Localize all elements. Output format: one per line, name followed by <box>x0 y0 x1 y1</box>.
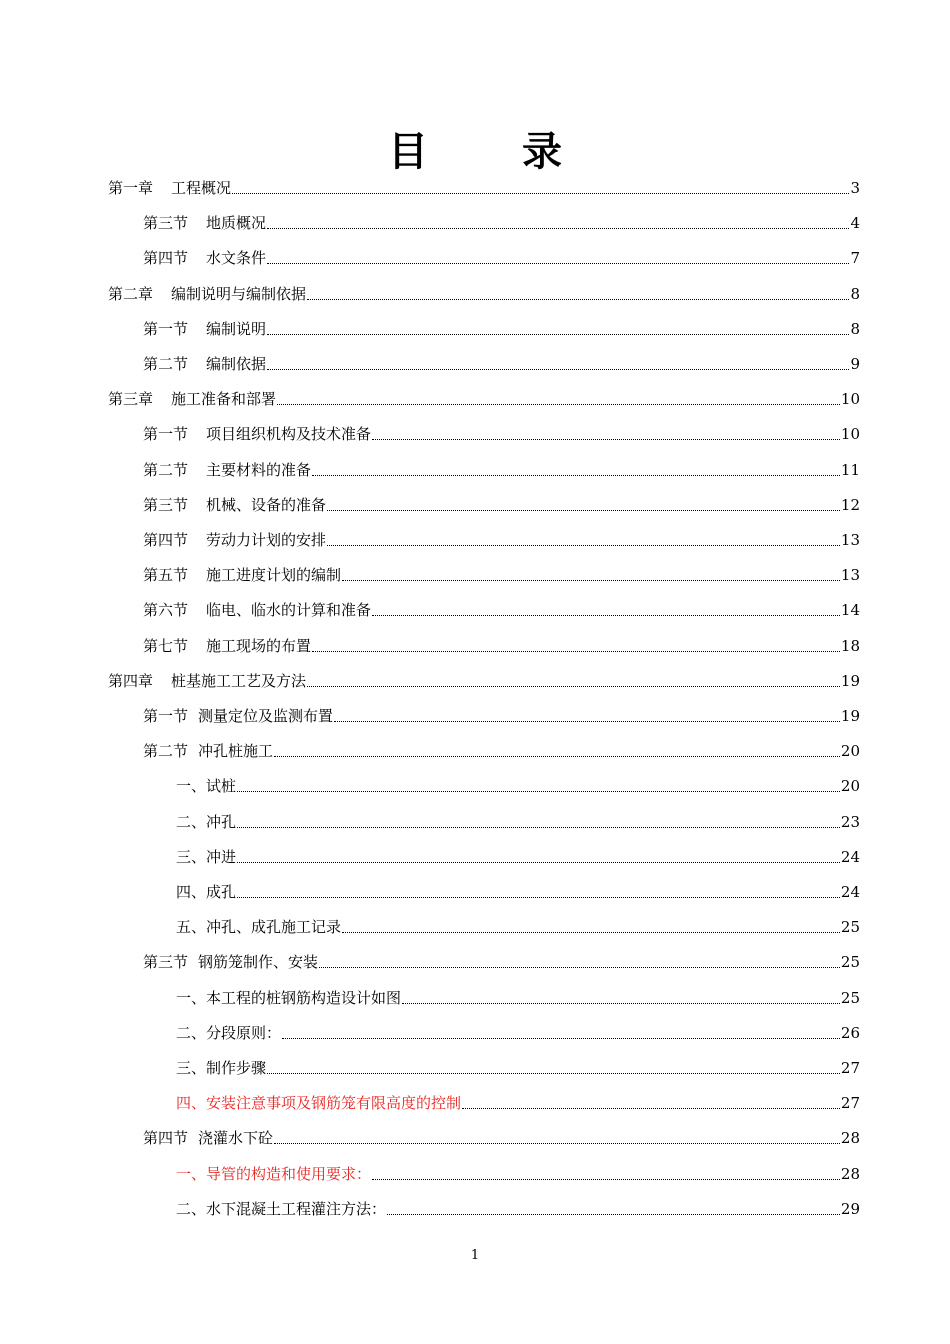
toc-page-number: 27 <box>840 1094 860 1113</box>
toc-page-number: 11 <box>840 460 860 479</box>
toc-entry-text: 五、冲孔、成孔施工记录 <box>176 918 342 937</box>
toc-dot-leader <box>282 1038 840 1039</box>
toc-entry-text: 水文条件 <box>206 249 267 268</box>
toc-dot-leader <box>267 1073 840 1074</box>
toc-page-number: 25 <box>840 918 860 937</box>
toc-entry-number: 第二节 <box>143 742 189 761</box>
toc-entry[interactable] <box>143 706 860 726</box>
toc-entry-number: 第二章 <box>108 284 154 303</box>
toc-dot-leader <box>387 1214 840 1215</box>
toc-entry-title <box>176 988 401 1008</box>
toc-dot-leader <box>342 932 840 933</box>
toc-entry-title <box>176 1093 461 1113</box>
toc-dot-leader <box>312 475 840 476</box>
toc-dot-leader <box>267 369 849 370</box>
toc-page-number: 12 <box>840 495 860 514</box>
toc-entry[interactable] <box>143 565 860 585</box>
toc-entry-text: 二、水下混凝土工程灌注方法： <box>176 1199 387 1218</box>
page-number: 1 <box>470 1248 480 1263</box>
toc-entry[interactable] <box>143 319 860 339</box>
toc-entry-title <box>143 213 266 233</box>
toc-page-number: 14 <box>840 601 860 620</box>
toc-entry[interactable] <box>176 1164 860 1184</box>
toc-page-number: 25 <box>840 988 860 1007</box>
toc-dot-leader <box>462 1108 840 1109</box>
toc-page-number: 20 <box>840 742 860 761</box>
toc-entry-title <box>143 319 266 339</box>
toc-dot-leader <box>237 862 840 863</box>
toc-entry[interactable] <box>108 671 860 691</box>
toc-entry-number: 第四节 <box>143 531 189 549</box>
toc-entry-text: 浇灌水下砼 <box>198 1129 274 1148</box>
toc-entry-title <box>176 882 236 902</box>
toc-page-number: 13 <box>840 566 860 585</box>
toc-entry-text: 施工现场的布置 <box>206 636 312 655</box>
toc-entry[interactable] <box>176 988 860 1008</box>
toc-entry-text: 冲孔桩施工 <box>198 742 274 761</box>
toc-entry-title <box>108 178 231 198</box>
toc-entry-number: 第一节 <box>143 707 189 725</box>
toc-page-number: 27 <box>840 1059 860 1077</box>
toc-entry-text: 编制说明与编制依据 <box>171 284 307 303</box>
toc-entry-title <box>176 847 236 867</box>
toc-page-number: 9 <box>850 355 860 373</box>
toc-page-number: 20 <box>840 777 860 796</box>
toc-entry-number: 第三节 <box>143 214 189 233</box>
toc-entry[interactable] <box>143 354 860 374</box>
toc-dot-leader <box>237 827 840 828</box>
toc-entry[interactable] <box>176 1093 860 1113</box>
toc-entry-title <box>143 530 326 550</box>
toc-dot-leader <box>267 263 849 264</box>
toc-dot-leader <box>232 193 849 194</box>
toc-entry-number: 第四节 <box>143 249 189 268</box>
toc-entry[interactable] <box>143 460 860 480</box>
toc-entry-title <box>143 1128 273 1148</box>
toc-page-number: 7 <box>850 249 860 268</box>
toc-entry-title <box>143 248 266 268</box>
toc-entry-title <box>176 1164 371 1184</box>
toc-entry[interactable] <box>176 882 860 902</box>
toc-dot-leader <box>307 299 849 300</box>
toc-entry[interactable] <box>143 600 860 620</box>
toc-page-number: 10 <box>840 390 860 409</box>
toc-dot-leader <box>372 439 840 440</box>
toc-entry-text: 施工进度计划的编制 <box>206 566 342 585</box>
toc-dot-leader <box>277 404 840 405</box>
toc-entry-text: 三、制作步骤 <box>176 1059 267 1077</box>
toc-entry-text: 钢筋笼制作、安装 <box>198 953 319 972</box>
toc-page-number: 8 <box>850 284 860 303</box>
toc-page-number: 3 <box>850 179 860 197</box>
toc-entry-title <box>176 917 341 937</box>
toc-entry-number: 第三节 <box>143 495 189 514</box>
toc-entry[interactable] <box>143 424 860 444</box>
toc-dot-leader <box>307 686 840 687</box>
toc-entry-title <box>143 565 341 585</box>
toc-entry-text: 二、分段原则： <box>176 1023 282 1042</box>
toc-dot-leader <box>237 791 840 792</box>
toc-dot-leader <box>312 651 840 652</box>
toc-dot-leader <box>327 510 840 511</box>
toc-entry-text: 编制说明 <box>206 319 267 338</box>
toc-page-number: 25 <box>840 953 860 972</box>
toc-entry-number: 第二节 <box>143 460 189 479</box>
toc-entry[interactable] <box>143 248 860 268</box>
toc-entry-text: 劳动力计划的安排 <box>206 531 327 549</box>
toc-page-number: 13 <box>840 531 860 549</box>
toc-entry-text: 四、成孔 <box>176 883 237 901</box>
toc-entry-text: 一、本工程的桩钢筋构造设计如图 <box>176 988 402 1007</box>
toc-entry-text: 主要材料的准备 <box>206 460 312 479</box>
toc-dot-leader <box>319 967 840 968</box>
toc-dot-leader <box>372 615 840 616</box>
toc-entry-text: 一、试桩 <box>176 777 237 796</box>
toc-page-number: 26 <box>840 1023 860 1042</box>
toc-page-number: 24 <box>840 883 860 901</box>
toc-entry-title <box>176 1058 266 1078</box>
toc-entry-text: 施工准备和部署 <box>171 390 277 409</box>
toc-entry-title <box>143 600 371 620</box>
toc-entry-title <box>108 671 306 691</box>
toc-entry-number: 第四节 <box>143 1129 189 1148</box>
toc-entry-text: 机械、设备的准备 <box>206 495 327 514</box>
toc-entry[interactable] <box>176 812 860 832</box>
toc-entry[interactable] <box>143 530 860 550</box>
toc-entry[interactable] <box>176 1058 860 1078</box>
toc-entry[interactable] <box>176 776 860 796</box>
toc-entry-title <box>176 1199 386 1219</box>
toc-entry-title <box>143 706 333 726</box>
toc-entry-number: 第七节 <box>143 636 189 655</box>
toc-dot-leader <box>274 1143 840 1144</box>
toc-entry-text: 三、冲进 <box>176 847 237 866</box>
toc-entry-title <box>176 812 236 832</box>
toc-entry-title <box>143 460 311 480</box>
toc-page-number: 23 <box>840 812 860 831</box>
toc-entry[interactable] <box>108 389 860 409</box>
toc-page-number: 4 <box>850 214 860 233</box>
toc-page-number: 28 <box>840 1129 860 1148</box>
toc-page-number: 28 <box>840 1164 860 1183</box>
toc-dot-leader <box>334 721 840 722</box>
toc-entry[interactable] <box>108 178 860 198</box>
toc-entry-number: 第三节 <box>143 953 189 972</box>
toc-entry-number: 第二节 <box>143 355 189 373</box>
toc-entry[interactable] <box>108 284 860 304</box>
toc-entry-title <box>143 424 371 444</box>
toc-page-number: 18 <box>840 636 860 655</box>
toc-entry-text: 项目组织机构及技术准备 <box>206 425 372 444</box>
toc-page-number: 24 <box>840 847 860 866</box>
toc-entry-text: 桩基施工工艺及方法 <box>171 671 307 690</box>
toc-entry-text: 工程概况 <box>171 179 232 197</box>
toc-page-number: 29 <box>840 1199 860 1218</box>
toc-entry-text: 一、导管的构造和使用要求： <box>176 1164 372 1183</box>
toc-entry-title <box>143 354 266 374</box>
toc-entry[interactable] <box>176 917 860 937</box>
toc-entry-text: 地质概况 <box>206 214 267 233</box>
toc-dot-leader <box>342 580 840 581</box>
toc-entry-text: 临电、临水的计算和准备 <box>206 601 372 620</box>
toc-entry[interactable] <box>176 1023 860 1043</box>
toc-entry-number: 第一章 <box>108 179 154 197</box>
toc-entry-title <box>143 495 326 515</box>
toc-entry[interactable] <box>176 847 860 867</box>
toc-entry-title <box>176 1023 281 1043</box>
toc-dot-leader <box>372 1179 840 1180</box>
toc-entry-title <box>143 636 311 656</box>
toc-entry-title <box>143 952 318 972</box>
toc-entry-text: 测量定位及监测布置 <box>198 707 334 725</box>
toc-page-number: 8 <box>850 319 860 338</box>
toc-dot-leader <box>267 334 849 335</box>
toc-entry[interactable] <box>143 952 860 972</box>
toc-entry-title <box>176 776 236 796</box>
toc-entry-number: 第一节 <box>143 425 189 444</box>
toc-entry-text: 四、安装注意事项及钢筋笼有限高度的控制 <box>176 1094 462 1113</box>
toc-entry[interactable] <box>143 213 860 233</box>
toc-entry-text: 编制依据 <box>206 355 267 373</box>
toc-dot-leader <box>237 897 840 898</box>
toc-entry[interactable] <box>143 495 860 515</box>
toc-entry-title <box>108 389 276 409</box>
toc-entry-number: 第五节 <box>143 566 189 585</box>
toc-entry[interactable] <box>143 636 860 656</box>
toc-entry[interactable] <box>143 741 860 761</box>
toc-entry-number: 第一节 <box>143 319 189 338</box>
toc-dot-leader <box>267 228 849 229</box>
toc-page-number: 19 <box>840 671 860 690</box>
toc-page-number: 10 <box>840 425 860 444</box>
toc-entry-number: 第六节 <box>143 601 189 620</box>
toc-entry-title <box>143 741 273 761</box>
toc-entry-title <box>108 284 306 304</box>
toc-page-number: 19 <box>840 707 860 725</box>
toc-dot-leader <box>402 1003 840 1004</box>
toc-entry-number: 第三章 <box>108 390 154 409</box>
toc-entry-number: 第四章 <box>108 671 154 690</box>
toc-dot-leader <box>274 756 840 757</box>
toc-entry[interactable] <box>143 1128 860 1148</box>
toc-entry[interactable] <box>176 1199 860 1219</box>
toc-dot-leader <box>327 545 840 546</box>
page-title: 目 录 <box>388 128 602 175</box>
toc-entry-text: 二、冲孔 <box>176 812 237 831</box>
